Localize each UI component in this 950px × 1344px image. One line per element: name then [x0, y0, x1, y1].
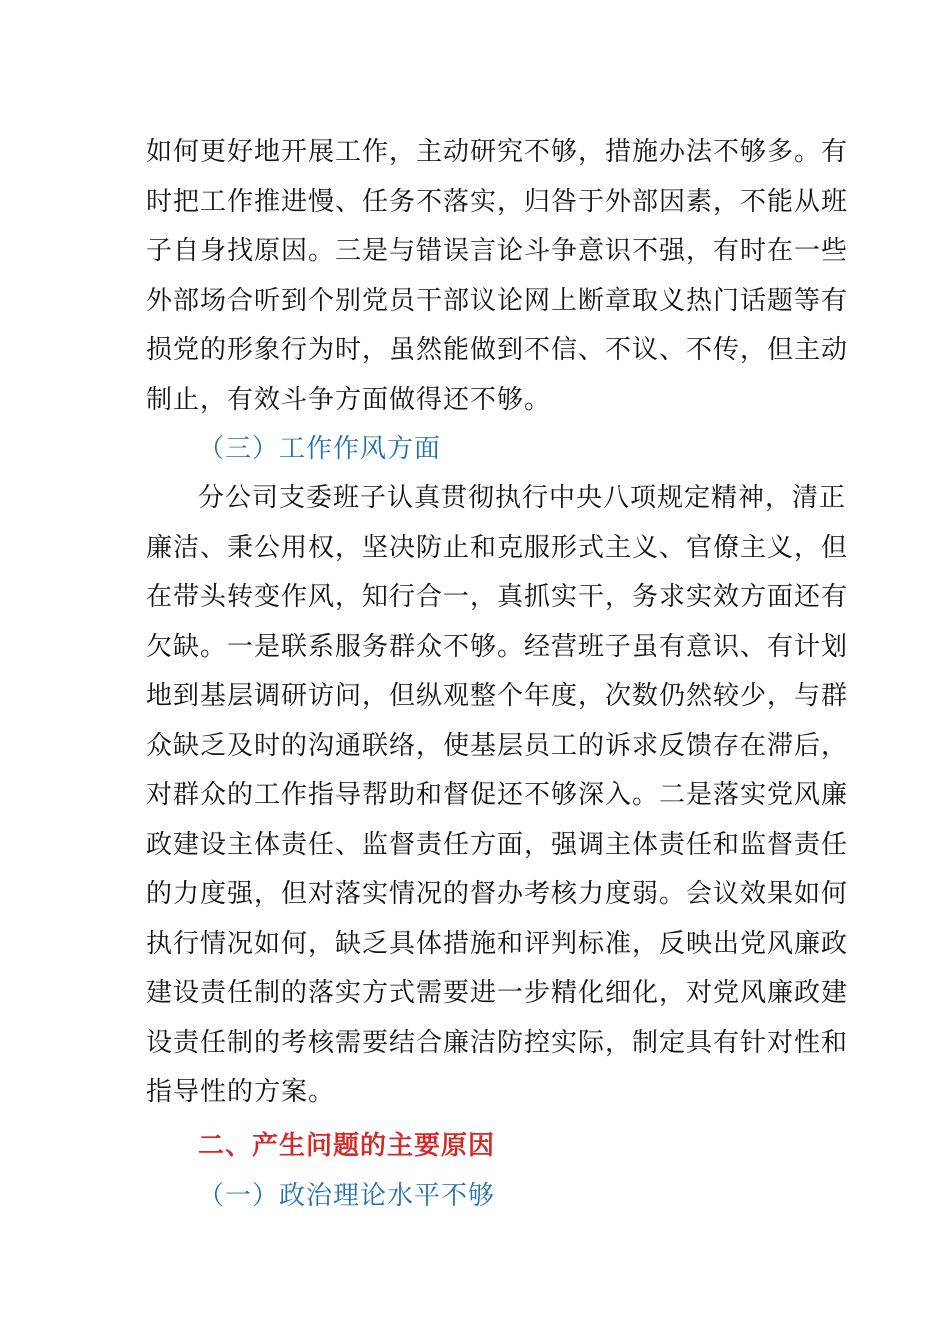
paragraph-line: 损党的形象行为时，虽然能做到不信、不议、不传，但主动 — [146, 335, 849, 365]
paragraph-line: 政建设主体责任、监督责任方面，强调主体责任和监督责任 — [146, 829, 849, 860]
paragraph-line: 设责任制的考核需要结合廉洁防控实际，制定具有针对性和 — [146, 1027, 849, 1058]
paragraph-line: 众缺乏及时的沟通联络，使基层员工的诉求反馈存在滞后， — [146, 730, 849, 761]
paragraph-line: 地到基层调研访问，但纵观整个年度，次数仍然较少，与群 — [146, 681, 849, 711]
paragraph-line: 时把工作推进慢、任务不落实，归咎于外部因素，不能从班 — [146, 186, 849, 217]
paragraph-line: 如何更好地开展工作，主动研究不够，措施办法不够多。有 — [146, 137, 849, 167]
section-title-main-causes: 二、产生问题的主要原因 — [198, 1131, 496, 1161]
paragraph-line: 欠缺。一是联系服务群众不够。经营班子虽有意识、有计划 — [146, 631, 849, 662]
paragraph-line: 外部场合听到个别党员干部议论网上断章取义热门话题等有 — [146, 285, 849, 316]
heading-political-theory: （一）政治理论水平不够 — [198, 1181, 496, 1211]
paragraph-line: 分公司支委班子认真贯彻执行中央八项规定精神，清正 — [198, 483, 847, 513]
paragraph-work-style — [146, 474, 849, 1118]
paragraph-line: 执行情况如何，缺乏具体措施和评判标准，反映出党风廉政 — [146, 928, 849, 959]
paragraph-line: 建设责任制的落实方式需要进一步精化细化，对党风廉政建 — [146, 978, 849, 1008]
paragraph-top — [146, 128, 849, 425]
paragraph-line: 对群众的工作指导帮助和督促还不够深入。二是落实党风廉 — [146, 780, 849, 810]
paragraph-line: 制止，有效斗争方面做得还不够。 — [146, 384, 552, 415]
paragraph-line: 子自身找原因。三是与错误言论斗争意识不强，有时在一些 — [146, 236, 849, 266]
paragraph-line: 廉洁、秉公用权，坚决防止和克服形式主义、官僚主义，但 — [146, 532, 849, 563]
paragraph-line: 的力度强，但对落实情况的督办考核力度弱。会议效果如何 — [146, 879, 849, 909]
paragraph-line: 指导性的方案。 — [146, 1077, 336, 1107]
paragraph-line: 在带头转变作风，知行合一，真抓实干，务求实效方面还有 — [146, 582, 849, 612]
heading-work-style: （三）工作作风方面 — [198, 434, 442, 464]
